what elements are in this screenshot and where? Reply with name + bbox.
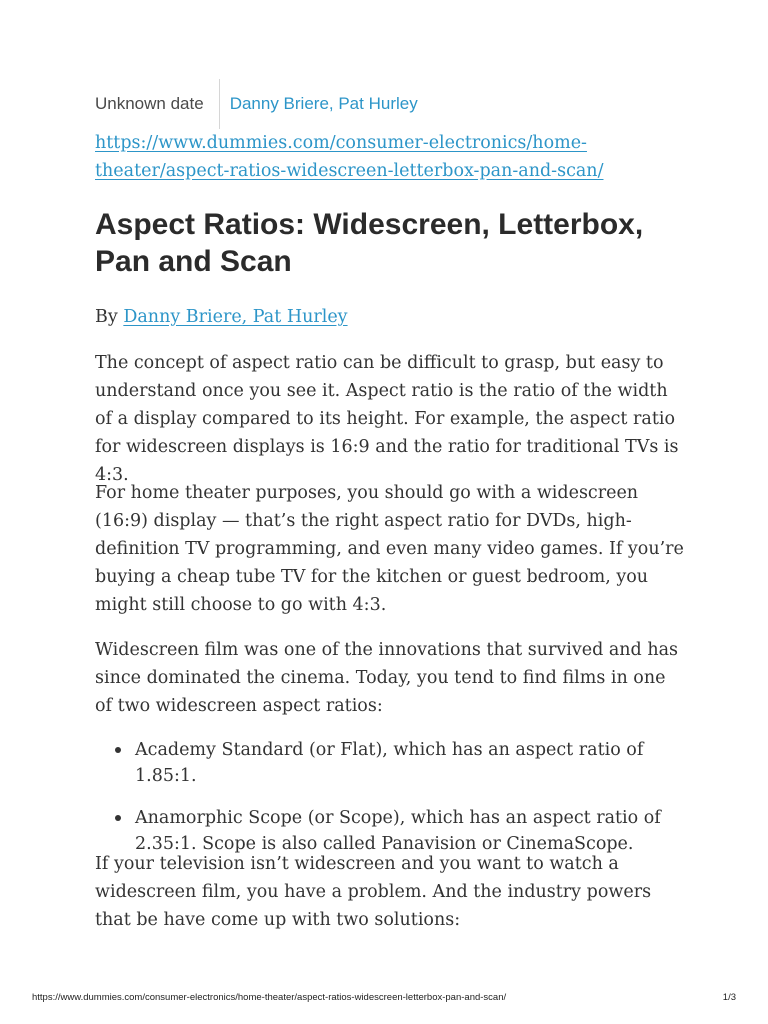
footer-url: https://www.dummies.com/consumer-electronics/home-theater/aspect-ratios-widescreen-letterbox-pan-and-scan/ [32, 992, 507, 1003]
source-url-link[interactable] [95, 129, 655, 185]
paragraph-home-theater: For home theater purposes, you should go with a widescreen (16:9) display — that’s the right aspect ratio for DVDs, high-definition TV programming, and even many video games. If you’re buying a cheap tube TV for the kitchen or guest bedroom, you might still choose to go with 4:3. [95, 483, 684, 615]
paragraph-widescreen-film: Widescreen film was one of the innovations that survived and has since dominated the cinema. Today, you tend to find films in one of two widescreen aspect ratios: [95, 640, 679, 716]
article-meta [95, 80, 418, 128]
byline-prefix: By [95, 307, 118, 327]
bullet-icon [115, 815, 121, 821]
publish-date: Unknown date [95, 94, 204, 113]
byline [95, 303, 348, 331]
meta-authors-link[interactable]: Danny Briere, Pat Hurley [229, 94, 418, 113]
list-item-text: Anamorphic Scope (or Scope), which has an aspect ratio of 2.35:1. Scope is also called Panavision or CinemaScope. [135, 808, 661, 854]
list-item-text: Academy Standard (or Flat), which has an aspect ratio of 1.85:1. [135, 740, 644, 786]
list-item [115, 737, 680, 789]
paragraph-intro: The concept of aspect ratio can be difficult to grasp, but easy to understand once you see it. Aspect ratio is the ratio of the width of a display compared to its height. For example, the aspect ratio for widescreen displays is 16:9 and the ratio for traditional TVs is 4:3. [95, 353, 679, 485]
paragraph-problem: If your television isn’t widescreen and you want to watch a widescreen film, you have a problem. And the industry powers that be have come up with two solutions: [95, 854, 652, 930]
byline-authors-link[interactable]: Danny Briere, Pat Hurley [123, 307, 348, 327]
article-title [95, 206, 675, 280]
page-number: 1/3 [722, 992, 736, 1003]
source-url-line-1[interactable]: https://www.dummies.com/consumer-electronics/home- [95, 133, 587, 153]
source-url-line-2[interactable]: theater/aspect-ratios-widescreen-letterbox-pan-and-scan/ [95, 161, 604, 181]
title-line-1: Aspect Ratios: Widescreen, Letterbox, [95, 208, 644, 241]
title-line-2: Pan and Scan [95, 245, 292, 278]
bullet-icon [115, 747, 121, 753]
